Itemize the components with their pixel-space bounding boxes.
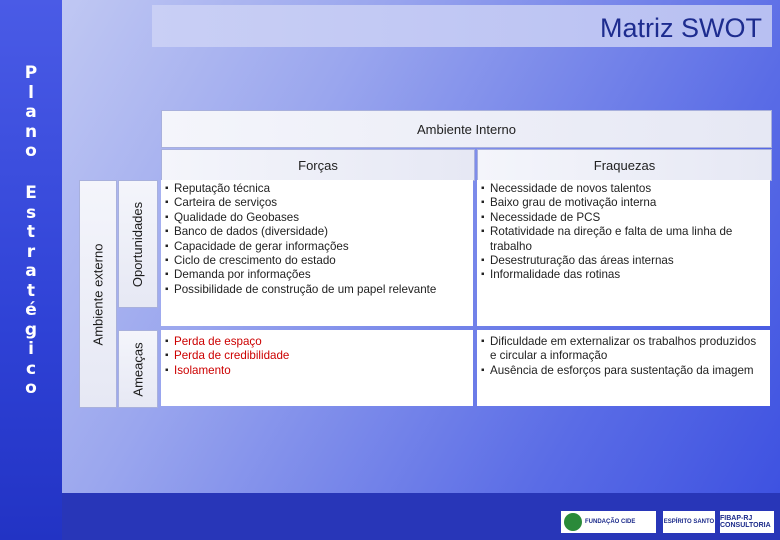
fraquezas-header bbox=[477, 149, 772, 181]
ambiente-externo-header bbox=[79, 180, 117, 408]
cide-emblem-icon bbox=[564, 513, 582, 531]
list-fraquezas-oportunidades bbox=[477, 180, 770, 283]
side-title-letter: o bbox=[25, 378, 37, 398]
list-item: ▪ Desestruturação das áreas internas bbox=[481, 254, 764, 268]
side-title-letter: o bbox=[25, 141, 37, 161]
forcas-header bbox=[161, 149, 475, 181]
logo3-text: FIBAP-RJ CONSULTORIA bbox=[720, 515, 771, 529]
list-item: ▪ Informalidade das rotinas bbox=[481, 268, 764, 282]
list-forcas-oportunidades bbox=[161, 180, 473, 297]
side-title-letter: s bbox=[25, 202, 37, 223]
list-item: ▪ Necessidade de novos talentos bbox=[481, 182, 764, 196]
list-item: ▪ Carteira de serviços bbox=[165, 196, 473, 210]
slide-title: Matriz SWOT bbox=[600, 13, 762, 43]
list-item: ▪ Reputação técnica bbox=[165, 182, 473, 196]
list-item: ▪ Isolamento bbox=[165, 364, 473, 378]
list-item: ▪ Banco de dados (diversidade) bbox=[165, 225, 473, 239]
side-title-plano bbox=[0, 64, 62, 162]
side-title-letter: n bbox=[24, 121, 38, 142]
oportunidades-label: Oportunidades bbox=[130, 201, 146, 287]
list-item: ▪ Possibilidade de construção de um papel relevante bbox=[165, 283, 473, 297]
list-item: ▪ Baixo grau de motivação interna bbox=[481, 196, 764, 210]
side-title-letter: a bbox=[25, 102, 37, 122]
list-item: ▪ Perda de espaço bbox=[165, 335, 473, 349]
logo-fibap bbox=[720, 511, 774, 533]
list-item: ▪ Capacidade de gerar informações bbox=[165, 240, 473, 254]
logo-fundacao-cide bbox=[561, 511, 656, 533]
side-title-letter: i bbox=[28, 339, 34, 359]
side-title-letter: r bbox=[26, 241, 36, 262]
list-item: ▪ Demanda por informações bbox=[165, 268, 473, 282]
cell-fraquezas-ameacas bbox=[477, 330, 770, 406]
list-item: ▪ Ausência de esforços para sustentação da imagem bbox=[481, 364, 762, 378]
cell-forcas-ameacas bbox=[161, 330, 473, 406]
side-title-estrategico bbox=[0, 184, 62, 399]
side-title-letter: l bbox=[28, 82, 34, 103]
cell-forcas-oportunidades bbox=[161, 180, 473, 326]
cell-fraquezas-oportunidades bbox=[477, 180, 770, 326]
side-title-letter: a bbox=[25, 261, 37, 281]
list-item: ▪ Dificuldade em externalizar os trabalhos produzidos e circular a informação bbox=[481, 335, 762, 364]
logo1-text: FUNDAÇÃO CIDE bbox=[585, 519, 636, 525]
side-title-letter: E bbox=[25, 183, 37, 203]
list-forcas-ameacas bbox=[161, 330, 473, 378]
logo2-text: ESPÍRITO SANTO bbox=[663, 519, 715, 525]
list-item: ▪ Necessidade de PCS bbox=[481, 211, 764, 225]
list-item: ▪ Rotatividade na direção e falta de uma linha de trabalho bbox=[481, 225, 764, 254]
ambiente-externo-label: Ambiente externo bbox=[90, 243, 106, 345]
ameacas-header bbox=[118, 330, 158, 408]
logo-espirito-santo bbox=[663, 511, 715, 533]
fraquezas-label: Fraquezas bbox=[593, 157, 656, 173]
side-title-letter: é bbox=[25, 300, 37, 320]
title-bar bbox=[152, 5, 772, 47]
side-title-letter: g bbox=[24, 319, 38, 340]
oportunidades-header bbox=[118, 180, 158, 308]
side-title-letter: c bbox=[25, 358, 37, 379]
side-title-letter: P bbox=[24, 63, 38, 83]
side-title-letter: t bbox=[26, 280, 36, 301]
list-item: ▪ Ciclo de crescimento do estado bbox=[165, 254, 473, 268]
list-item: ▪ Qualidade do Geobases bbox=[165, 211, 473, 225]
side-title-letter: t bbox=[26, 222, 36, 242]
left-sidebar bbox=[0, 0, 62, 540]
list-fraquezas-ameacas bbox=[477, 330, 770, 378]
ambiente-interno-header bbox=[161, 110, 772, 148]
list-item: ▪ Perda de credibilidade bbox=[165, 349, 473, 363]
ambiente-interno-label: Ambiente Interno bbox=[416, 121, 516, 137]
ameacas-label: Ameaças bbox=[130, 341, 146, 397]
forcas-label: Forças bbox=[298, 157, 338, 173]
